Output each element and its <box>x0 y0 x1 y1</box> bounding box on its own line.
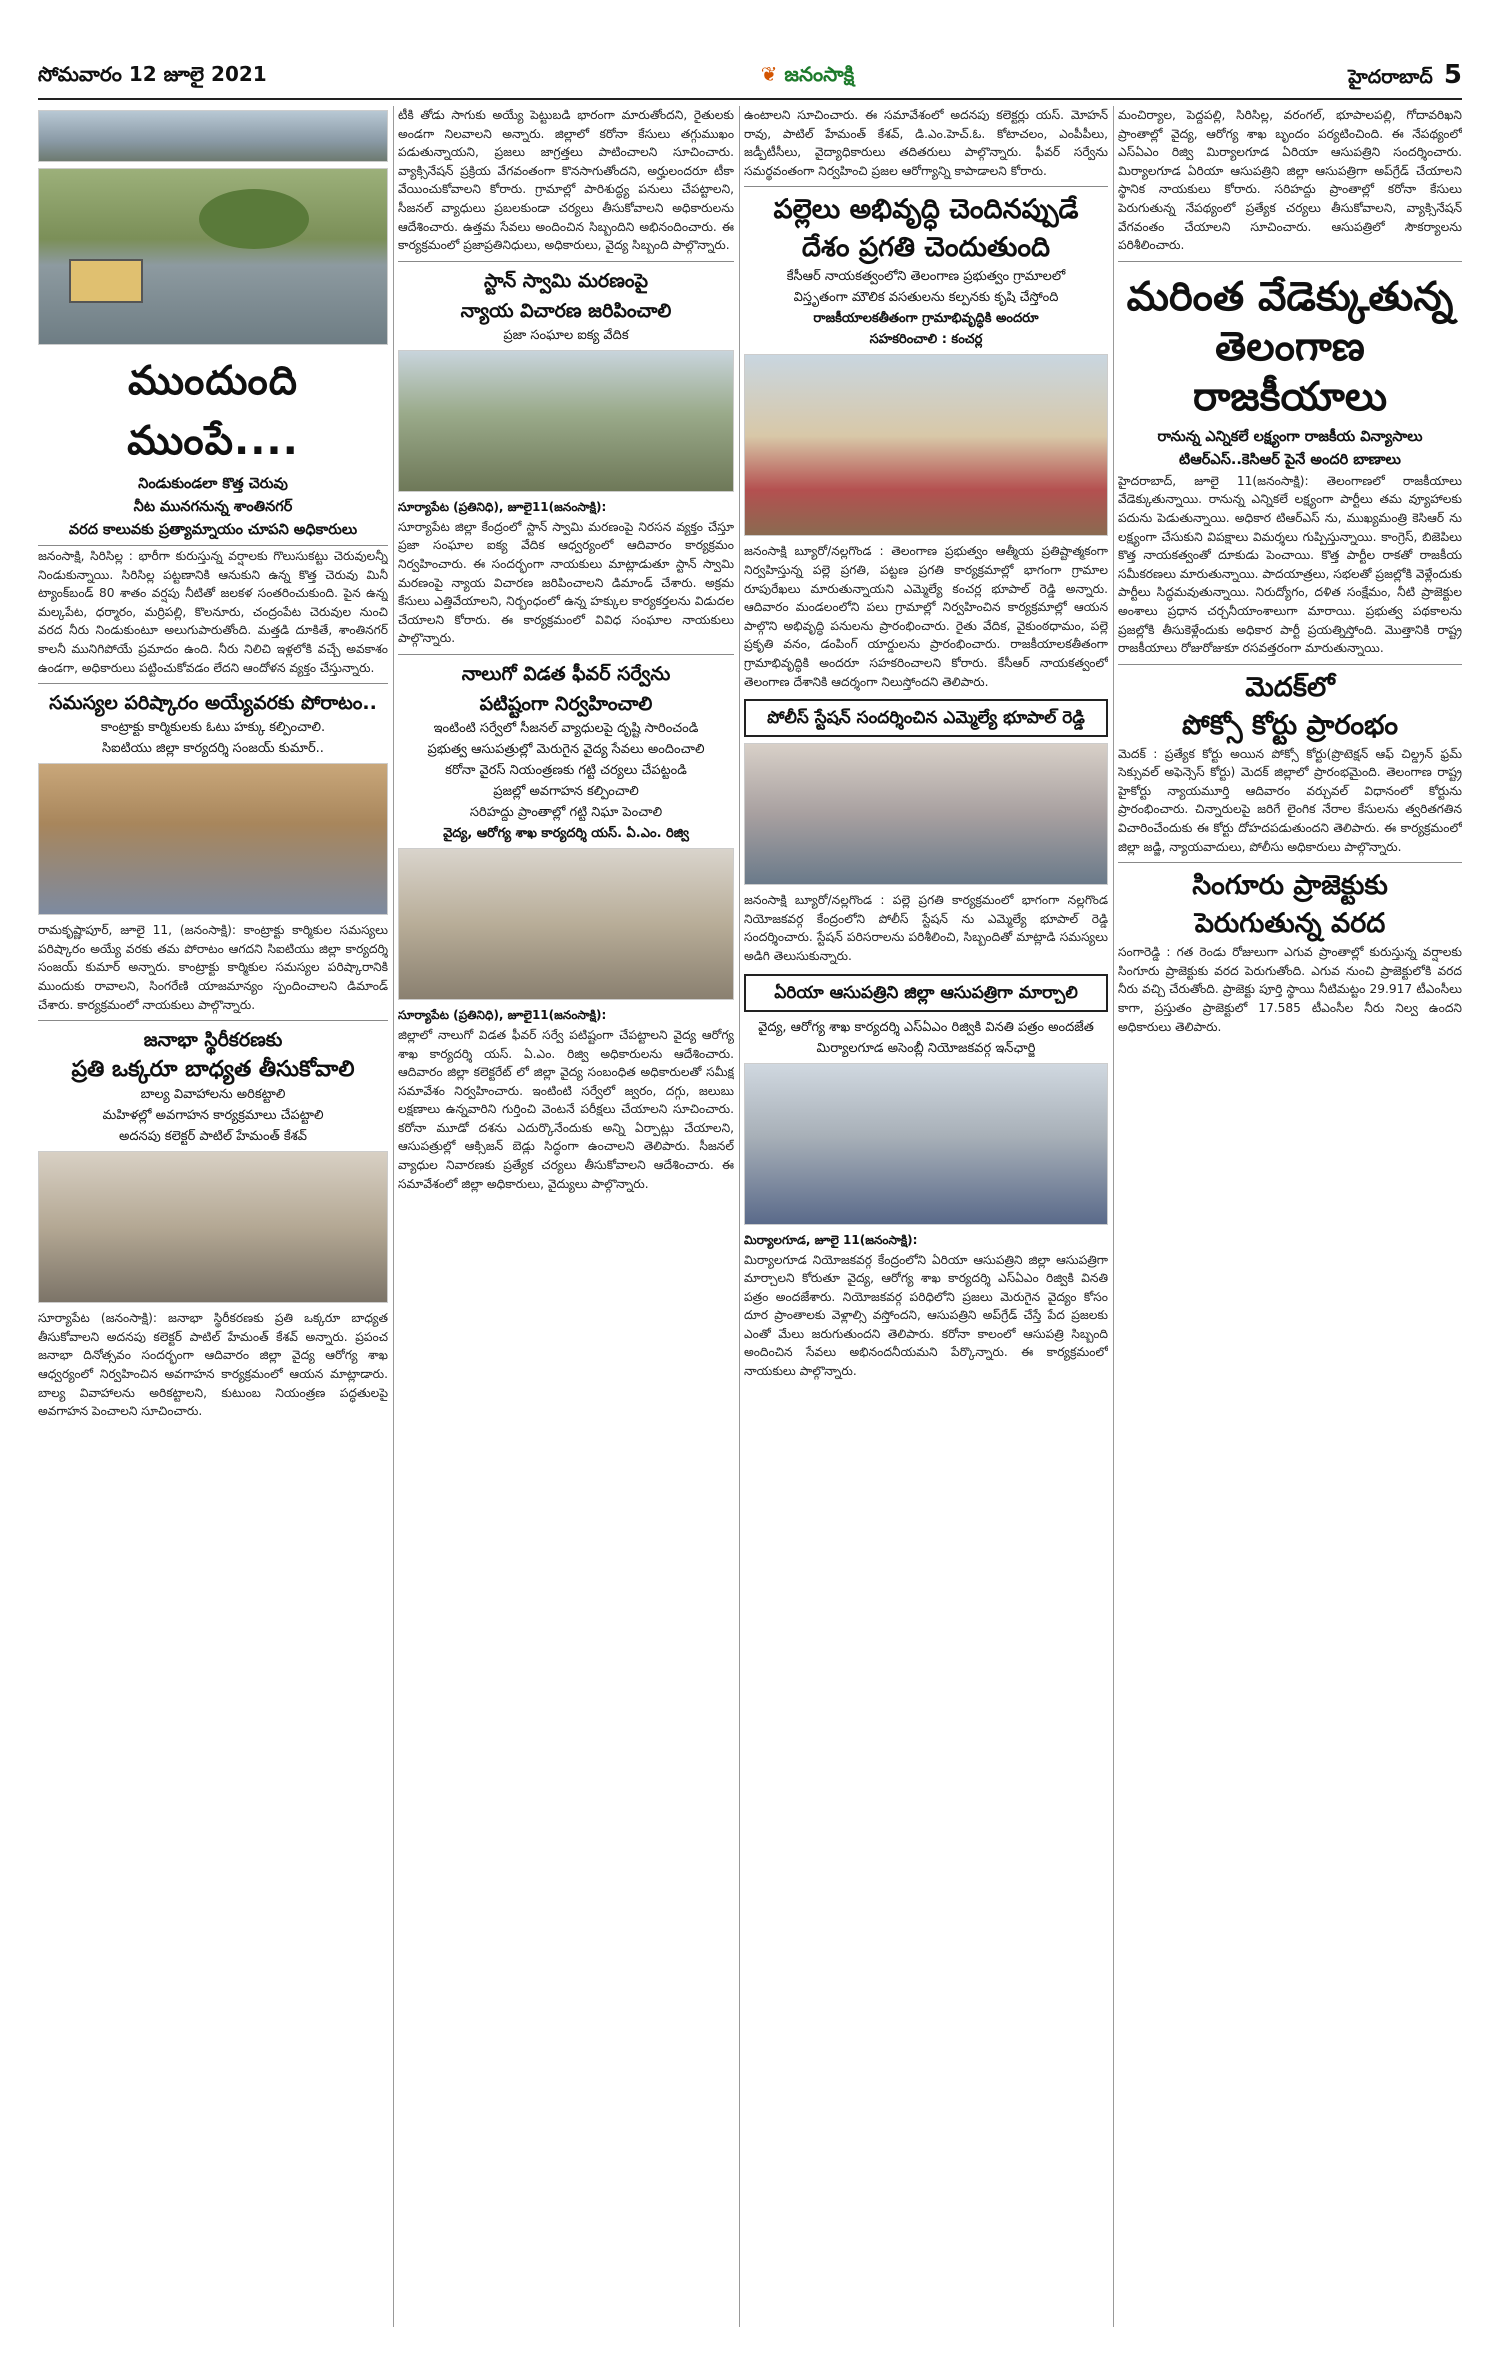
police-station-photo <box>744 743 1108 885</box>
subhead: ప్రజల్లో అవగాహన కల్పించాలి <box>493 783 639 799</box>
divider <box>1118 664 1462 665</box>
divider <box>1118 862 1462 863</box>
page-locator <box>1348 60 1462 93</box>
page-header <box>38 54 1462 100</box>
headline: పోలీస్ స్టేషన్ సందర్శించిన ఎమ్మెల్యే భూపాల్ రెడ్డి <box>767 708 1085 729</box>
headline: సింగూరు ప్రాజెక్టుకు <box>1192 870 1388 902</box>
divider <box>38 683 388 684</box>
column-4 <box>1118 106 1462 2327</box>
subhead: విస్తృతంగా మౌలిక వసతులను కల్పనకు కృషి చేస్తోంది <box>793 290 1059 306</box>
headline-box <box>744 699 1108 737</box>
column-rule <box>739 106 740 2327</box>
subhead: వరద కాలువకు ప్రత్యామ్నాయం చూపని అధికారులు <box>38 519 388 546</box>
column-2 <box>398 106 734 2327</box>
subhead: సిఐటియు జిల్లా కార్యదర్శి సంజయ్ కుమార్.. <box>102 741 324 757</box>
headline: జనాభా స్థిరీకరణకు <box>143 1029 283 1052</box>
headline: దేశం ప్రగతి చెందుతుంది <box>801 232 1051 264</box>
divider <box>1118 261 1462 262</box>
column-rule <box>393 106 394 2327</box>
headline: మెదక్‌లో <box>1245 671 1335 703</box>
article-body: మంచిర్యాల, పెద్దపల్లి, సిరిసిల్ల, వరంగల్, భూపాలపల్లి, గోదావరిఖని ప్రాంతాల్లో వైద్య, ఆరోగ్య శాఖ బృందం పర్యటించింది. ఈ నేపథ్యంలో ఎస్ఏఎం రిజ్వి మిర్యాలగూడ ఏరియా ఆసుపత్రిని సందర్శించారు. మిర్యాలగూడ ఏరియా ఆసుపత్రిని జిల్లా ఆసుపత్రిగా అప్‌గ్రేడ్ చేయాలని స్థానిక నాయకులు కోరారు. సరిహద్దు ప్రాంతాల్లో కరోనా కేసులు పెరుగుతున్న నేపథ్యంలో ప్రత్యేక చర్యలు తీసుకోవాలని, వ్యాక్సినేషన్ వేగవంతం చేయాలని సూచించారు. ఆసుపత్రిలో సౌకర్యాలను పరిశీలించారు. <box>1118 108 1462 253</box>
headline: సమస్యల పరిష్కారం అయ్యేవరకు పోరాటం.. <box>49 692 377 715</box>
protest-photo <box>38 763 388 915</box>
headline: నాలుగో విడత ఫీవర్ సర్వేను <box>461 662 671 685</box>
review-meeting-photo <box>398 848 734 1000</box>
article-body: మిర్యాలగూడ నియోజకవర్గ కేంద్రంలోని ఏరియా ఆసుపత్రిని జిల్లా ఆసుపత్రిగా మార్చాలని కోరుతూ వైద్య, ఆరోగ్య శాఖ కార్యదర్శి ఎస్ఏఎం రిజ్వికి వినతి పత్రం అందజేశారు. నియోజకవర్గ పరిధిలోని ప్రజలు మెరుగైన వైద్యం కోసం దూర ప్రాంతాలకు వెళ్లాల్సి వస్తోందని, ఆసుపత్రిని అప్‌గ్రేడ్ చేస్తే పేద ప్రజలకు ఎంతో మేలు జరుగుతుందని తెలిపారు. కరోనా కాలంలో ఆసుపత్రి సిబ్బంది అందించిన సేవలు అభినందనీయమని పేర్కొన్నారు. ఈ కార్యక్రమంలో నాయకులు పాల్గొన్నారు. <box>744 1252 1108 1379</box>
autorickshaw-shape <box>69 259 143 303</box>
photo-caption: సూర్యాపేట (ప్రతినిధి), జూలై11(జనంసాక్షి): <box>398 499 607 514</box>
subhead: నిండుకుండలా కొత్త చెరువు <box>138 476 288 492</box>
subhead: కాంట్రాక్టు కార్మికులకు ఓటు హక్కు కల్పించాలి. <box>100 720 326 736</box>
photo-caption: సూర్యాపేట (ప్రతినిధి), జూలై11(జనంసాక్షి): <box>398 1007 607 1022</box>
memorandum-photo <box>744 1063 1108 1225</box>
article-body: జిల్లాలో నాలుగో విడత ఫీవర్ సర్వే పటిష్టంగా చేపట్టాలని వైద్య ఆరోగ్య శాఖ కార్యదర్శి యస్. ఏ.ఎం. రిజ్వి అధికారులను ఆదేశించారు. ఆదివారం జిల్లా కలెక్టరేట్ లో జిల్లా వైద్య సంబంధిత అధికారులతో సమీక్ష సమావేశం నిర్వహించారు. ఇంటింటి సర్వేలో జ్వరం, దగ్గు, జలుబు లక్షణాలు ఉన్నవారిని గుర్తించి వెంటనే పరీక్షలు చేయాలని సూచించారు. కరోనా మూడో దశను ఎదుర్కొనేందుకు అన్ని ఏర్పాట్లు చేయాలని, ఆసుపత్రుల్లో ఆక్సిజన్ బెడ్లు సిద్ధంగా ఉంచాలని తెలిపారు. సీజనల్ వ్యాధుల నివారణకు ప్రత్యేక చర్యలు తీసుకోవాలని ఆదేశించారు. ఈ సమావేశంలో జిల్లా అధికారులు, వైద్యులు పాల్గొన్నారు. <box>398 1027 734 1191</box>
subhead: ఇంటింటి సర్వేలో సీజనల్ వ్యాధులపై దృష్టి సారించండి <box>433 720 699 736</box>
headline: పల్లెలు అభివృద్ధి చెందినప్పుడే <box>773 194 1079 226</box>
masthead-logo <box>761 62 855 91</box>
subhead: బాల్య వివాహాలను అరికట్టాలి <box>140 1087 286 1103</box>
divider <box>744 186 1108 187</box>
headline: ప్రతి ఒక్కరూ బాధ్యత తీసుకోవాలి <box>71 1057 355 1083</box>
headline: పెరుగుతున్న వరద <box>1194 908 1386 940</box>
subhead: అదనపు కలెక్టర్ పాటిల్ హేమంత్ కేశవ్ <box>118 1129 308 1145</box>
headline: మరింత వేడెక్కుతున్న తెలంగాణ రాజకీయాలు <box>1126 273 1454 420</box>
subhead: రాజకీయాలకతీతంగా గ్రామాభివృద్ధికి అందరూ <box>813 311 1039 327</box>
column-3 <box>744 106 1108 2327</box>
leaf-icon: ❦ <box>760 61 778 86</box>
brand-name: జనంసాక్షి <box>784 61 855 86</box>
article-body: టీకి తోడు సాగుకు అయ్యే పెట్టుబడి భారంగా మారుతోందని, రైతులకు అండగా నిలవాలని అన్నారు. జిల్లాలో కరోనా కేసులు తగ్గుముఖం పడుతున్నాయని, ప్రజలు జాగ్రత్తలు పాటించాలని సూచించారు. వ్యాక్సినేషన్ ప్రక్రియ వేగవంతంగా కొనసాగుతోందని, అర్హులందరూ టీకా వేయించుకోవాలని కోరారు. గ్రామాల్లో పారిశుద్ధ్య పనులు చేపట్టాలని, సీజనల్ వ్యాధులు ప్రబలకుండా చర్యలు తీసుకోవాలని అధికారులను ఆదేశించారు. ఉత్తమ సేవలు అందించిన సిబ్బందిని అభినందించారు. ఈ కార్యక్రమంలో ప్రజాప్రతినిధులు, అధికారులు, వైద్య సిబ్బంది పాల్గొన్నారు. <box>398 108 734 253</box>
article-body: సూర్యాపేట (జనంసాక్షి): జనాభా స్థిరీకరణకు ప్రతి ఒక్కరూ బాధ్యత తీసుకోవాలని అదనపు కలెక్టర్ పాటిల్ హేమంత్ కేశవ్ అన్నారు. ప్రపంచ జనాభా దినోత్సవం సందర్భంగా ఆదివారం జిల్లా వైద్య ఆరోగ్య శాఖ ఆధ్వర్యంలో నిర్వహించిన అవగాహన కార్యక్రమంలో ఆయన మాట్లాడారు. బాల్య వివాహాలను అరికట్టాలని, కుటుంబ నియంత్రణ పద్ధతులపై అవగాహన పెంచాలని సూచించారు. <box>38 1311 388 1419</box>
edition-city: హైదరాబాద్ <box>1348 65 1433 88</box>
photo-caption: జనంసాక్షి బ్యూరో/నల్లగొండ : పల్లె ప్రగతి కార్యక్రమంలో భాగంగా నల్లగొండ నియోజకవర్గ కేంద్రంలోని పోలీస్ స్టేషన్ ను ఎమ్మెల్యే భూపాల్ రెడ్డి సందర్శించారు. స్టేషన్ పరిసరాలను పరిశీలించి, సిబ్బందితో మాట్లాడి సమస్యలు అడిగి తెలుసుకున్నారు. <box>744 893 1108 963</box>
subhead: సహకరించాలి : కంచర్ల <box>869 332 983 348</box>
issue-date: సోమవారం 12 జూలై 2021 <box>38 61 267 86</box>
subhead: మిర్యాలగూడ అసెంబ్లీ నియోజకవర్గ ఇన్‌ఛార్జి <box>816 1040 1036 1056</box>
lake-photo <box>38 110 388 162</box>
subhead: ప్రభుత్వ ఆసుపత్రుల్లో మెరుగైన వైద్య సేవలు అందించాలి <box>427 741 705 757</box>
article-body: సంగారెడ్డి : గత రెండు రోజులుగా ఎగువ ప్రాంతాల్లో కురుస్తున్న వర్షాలకు సింగూరు ప్రాజెక్టుకు వరద పెరుగుతోంది. ఎగువ నుంచి ప్రాజెక్టులోకి వరద నీరు వచ్చి చేరుతోంది. ప్రాజెక్టు పూర్తి స్థాయి నీటిమట్టం 29.917 టీఎంసీలు కాగా, ప్రస్తుతం ప్రాజెక్టులో 17.585 టీఎంసీల నీరు నిల్వ ఉందని అధికారులు తెలిపారు. <box>1118 945 1462 1034</box>
subhead: టిఆర్ఎస్..కెసిఆర్ పైనే అందరి బాణాలు <box>1179 451 1401 468</box>
headline: న్యాయ విచారణ జరిపించాలి <box>460 299 672 322</box>
headline: పటిష్టంగా నిర్వహించాలి <box>479 692 653 715</box>
flood-photo <box>38 168 388 345</box>
headline: పోక్సో కోర్టు ప్రారంభం <box>1181 709 1399 741</box>
tree-shape <box>199 189 309 249</box>
subhead: కరోనా వైరస్ నియంత్రణకు గట్టి చర్యలు చేపట్టండి <box>445 762 687 778</box>
divider <box>38 1020 388 1021</box>
article-body: రామకృష్ణాపూర్, జూలై 11, (జనంసాక్షి): కాంట్రాక్టు కార్మికుల సమస్యలు పరిష్కారం అయ్యే వరకు తమ పోరాటం ఆగదని సిఐటియు జిల్లా కార్యదర్శి సంజయ్ కుమార్ అన్నారు. కాంట్రాక్టు కార్మికుల సమస్యల పరిష్కారానికి ముందుకు రావాలని, సింగరేణి యాజమాన్యం స్పందించాలని డిమాండ్ చేశారు. కార్యక్రమంలో నాయకులు పాల్గొన్నారు. <box>38 923 388 1012</box>
divider <box>398 654 734 655</box>
column-1 <box>38 106 388 2327</box>
article-body: ఉంటాలని సూచించారు. ఈ సమావేశంలో అదనపు కలెక్టర్లు యస్. మోహన్ రావు, పాటిల్ హేమంత్ కేశవ్, డి.ఎం.హెచ్.ఓ. కోటాచలం, ఎంపీపీలు, జడ్పీటీసీలు, వైద్యాధికారులు తదితరులు పాల్గొన్నారు. ఫీవర్ సర్వేను సమర్థవంతంగా నిర్వహించి ప్రజల ఆరోగ్యాన్ని కాపాడాలని కోరారు. <box>744 108 1108 178</box>
subhead: వైద్య, ఆరోగ్య శాఖ కార్యదర్శి యస్. ఏ.ఎం. రిజ్వి <box>443 825 689 841</box>
column-rule <box>1113 106 1114 2327</box>
photo-caption: మిర్యాలగూడ, జూలై 11(జనంసాక్షి): <box>744 1232 918 1247</box>
article-body: జనంసాక్షి, సిరిసిల్ల : భారీగా కురుస్తున్న వర్షాలకు గొలుసుకట్టు చెరువులన్నీ నిండుకున్నాయి. సిరిసిల్ల పట్టణానికి ఆనుకుని ఉన్న కొత్త చెరువు మినీ ట్యాంక్‌బండ్ 80 శాతం వర్షపు నీటితో జలకళ సంతరించుకుంది. పైన ఉన్న మల్కపేట, ధర్మారం, మర్రిపల్లి, కొలనూరు, చంద్రంపేట చెరువుల నుంచి వరద నీరు నిండుకుంటూ అలుగుపారుతోంది. మత్తడి దూకితే, శాంతినగర్ కాలనీ మునిగిపోయే ప్రమాదం ఉంది. నీరు నిలిచి ఇళ్లలోకి వచ్చే అవకాశం ఉండగా, అధికారులు పట్టించుకోవడం లేదని ఆందోళన వ్యక్తం చేస్తున్నారు. <box>38 549 388 675</box>
rally-photo <box>398 350 734 492</box>
article-body: హైదరాబాద్, జూలై 11(జనంసాక్షి): తెలంగాణలో రాజకీయాలు వేడెక్కుతున్నాయి. రానున్న ఎన్నికలే లక్ష్యంగా పార్టీలు తమ వ్యూహాలకు పదును పెడుతున్నాయి. అధికార టిఆర్ఎస్ ను, ముఖ్యమంత్రి కెసిఆర్ ను లక్ష్యంగా చేసుకుని విపక్షాలు విమర్శలు గుప్పిస్తున్నాయి. కాంగ్రెస్, బిజెపిలు కొత్త నాయకత్వంతో దూకుడు పెంచాయి. కొత్త పార్టీల రాకతో రాజకీయ సమీకరణలు మారుతున్నాయి. పాదయాత్రలు, సభలతో ప్రజల్లోకి వెళ్లేందుకు పార్టీలు సిద్ధమవుతున్నాయి. నిరుద్యోగం, దళిత సంక్షేమం, నీటి ప్రాజెక్టుల అంశాలు ప్రధాన చర్చనీయాంశాలుగా మారాయి. ప్రభుత్వ పథకాలను ప్రజల్లోకి తీసుకెళ్లేందుకు అధికార పార్టీ ప్రయత్నిస్తోంది. మొత్తానికి రాష్ట్ర రాజకీయాలు రోజురోజుకూ రసవత్తరంగా మారుతున్నాయి. <box>1118 473 1462 656</box>
meeting-photo <box>38 1151 388 1303</box>
article-body: జనంసాక్షి బ్యూరో/నల్లగొండ : తెలంగాణ ప్రభుత్వం ఆత్మీయ ప్రతిష్టాత్మకంగా నిర్వహిస్తున్న పల్లె ప్రగతి, పట్టణ ప్రగతి కార్యక్రమాల్లో భాగంగా గ్రామాల రూపురేఖలు మారుతున్నాయని ఎమ్మెల్యే కంచర్ల భూపాల్ రెడ్డి అన్నారు. ఆదివారం మండలంలోని పలు గ్రామాల్లో నిర్వహించిన కార్యక్రమాల్లో ఆయన పాల్గొని అభివృద్ధి పనులను ప్రారంభించారు. రైతు వేదిక, వైకుంఠధామం, పల్లె ప్రకృతి వనం, డంపింగ్ యార్డులను ప్రారంభించారు. రాజకీయాలకతీతంగా గ్రామాభివృద్ధికి అందరూ సహకరించాలని కోరారు. కేసీఆర్ నాయకత్వంలో తెలంగాణ దేశానికి ఆదర్శంగా నిలుస్తోందని తెలిపారు. <box>744 544 1108 689</box>
subhead: నీట మునగనున్న శాంతినగర్ <box>133 499 293 515</box>
subhead: ప్రజా సంఘాల ఐక్య వేదిక <box>503 327 629 343</box>
subhead: రానున్న ఎన్నికలే లక్ష్యంగా రాజకీయ విన్యాసాలు <box>1157 428 1423 445</box>
subhead: కేసీఆర్ నాయకత్వంలోని తెలంగాణ ప్రభుత్వం గ్రామాలలో <box>786 269 1066 285</box>
headline: ఏరియా ఆసుపత్రిని జిల్లా ఆసుపత్రిగా మార్చాలి <box>774 982 1078 1003</box>
rythu-vedika-photo <box>744 354 1108 536</box>
subhead: మహిళల్లో అవగాహన కార్యక్రమాలు చేపట్టాలి <box>102 1108 324 1124</box>
page-number: 5 <box>1443 59 1462 90</box>
main-headline: ముందుంది ముంపే.... <box>127 358 299 464</box>
subhead: సరిహద్దు ప్రాంతాల్లో గట్టి నిఘా పెంచాలి <box>469 804 663 820</box>
article-body: సూర్యాపేట జిల్లా కేంద్రంలో స్టాన్ స్వామి మరణంపై నిరసన వ్యక్తం చేస్తూ ప్రజా సంఘాల ఐక్య వేదిక ఆధ్వర్యంలో ఆదివారం కార్యక్రమం నిర్వహించారు. ఈ సందర్భంగా నాయకులు మాట్లాడుతూ స్టాన్ స్వామి మరణంపై న్యాయ విచారణ జరిపించాలని డిమాండ్ చేశారు. అక్రమ కేసులు ఎత్తివేయాలని, నిర్బంధంలో ఉన్న హక్కుల కార్యకర్తలను విడుదల చేయాలని కోరారు. ఈ కార్యక్రమంలో వివిధ సంఘాల నాయకులు పాల్గొన్నారు. <box>398 519 734 646</box>
divider <box>398 261 734 262</box>
headline: స్టాన్ స్వామి మరణంపై <box>483 269 649 292</box>
article-body: మెదక్ : ప్రత్యేక కోర్టు అయిన పోక్సో కోర్టు(ప్రొటెక్షన్ ఆఫ్ చిల్డ్రన్ ఫ్రమ్ సెక్సువల్ అఫెన్సెస్ కోర్టు) మెదక్ జిల్లాలో ప్రారంభమైంది. తెలంగాణ రాష్ట్ర హైకోర్టు న్యాయమూర్తి ఆదివారం వర్చువల్ విధానంలో కోర్టును ప్రారంభించారు. చిన్నారులపై జరిగే లైంగిక నేరాల కేసులను త్వరితగతిన విచారించేందుకు ఈ కోర్టు దోహదపడుతుందని తెలిపారు. ఈ కార్యక్రమంలో జిల్లా జడ్జి, న్యాయవాదులు, పోలీసు అధికారులు పాల్గొన్నారు. <box>1118 746 1462 854</box>
headline-box <box>744 974 1108 1012</box>
subhead: వైద్య, ఆరోగ్య శాఖ కార్యదర్శి ఎస్ఏఎం రిజ్వికి వినతి పత్రం అందజేత <box>758 1019 1094 1035</box>
